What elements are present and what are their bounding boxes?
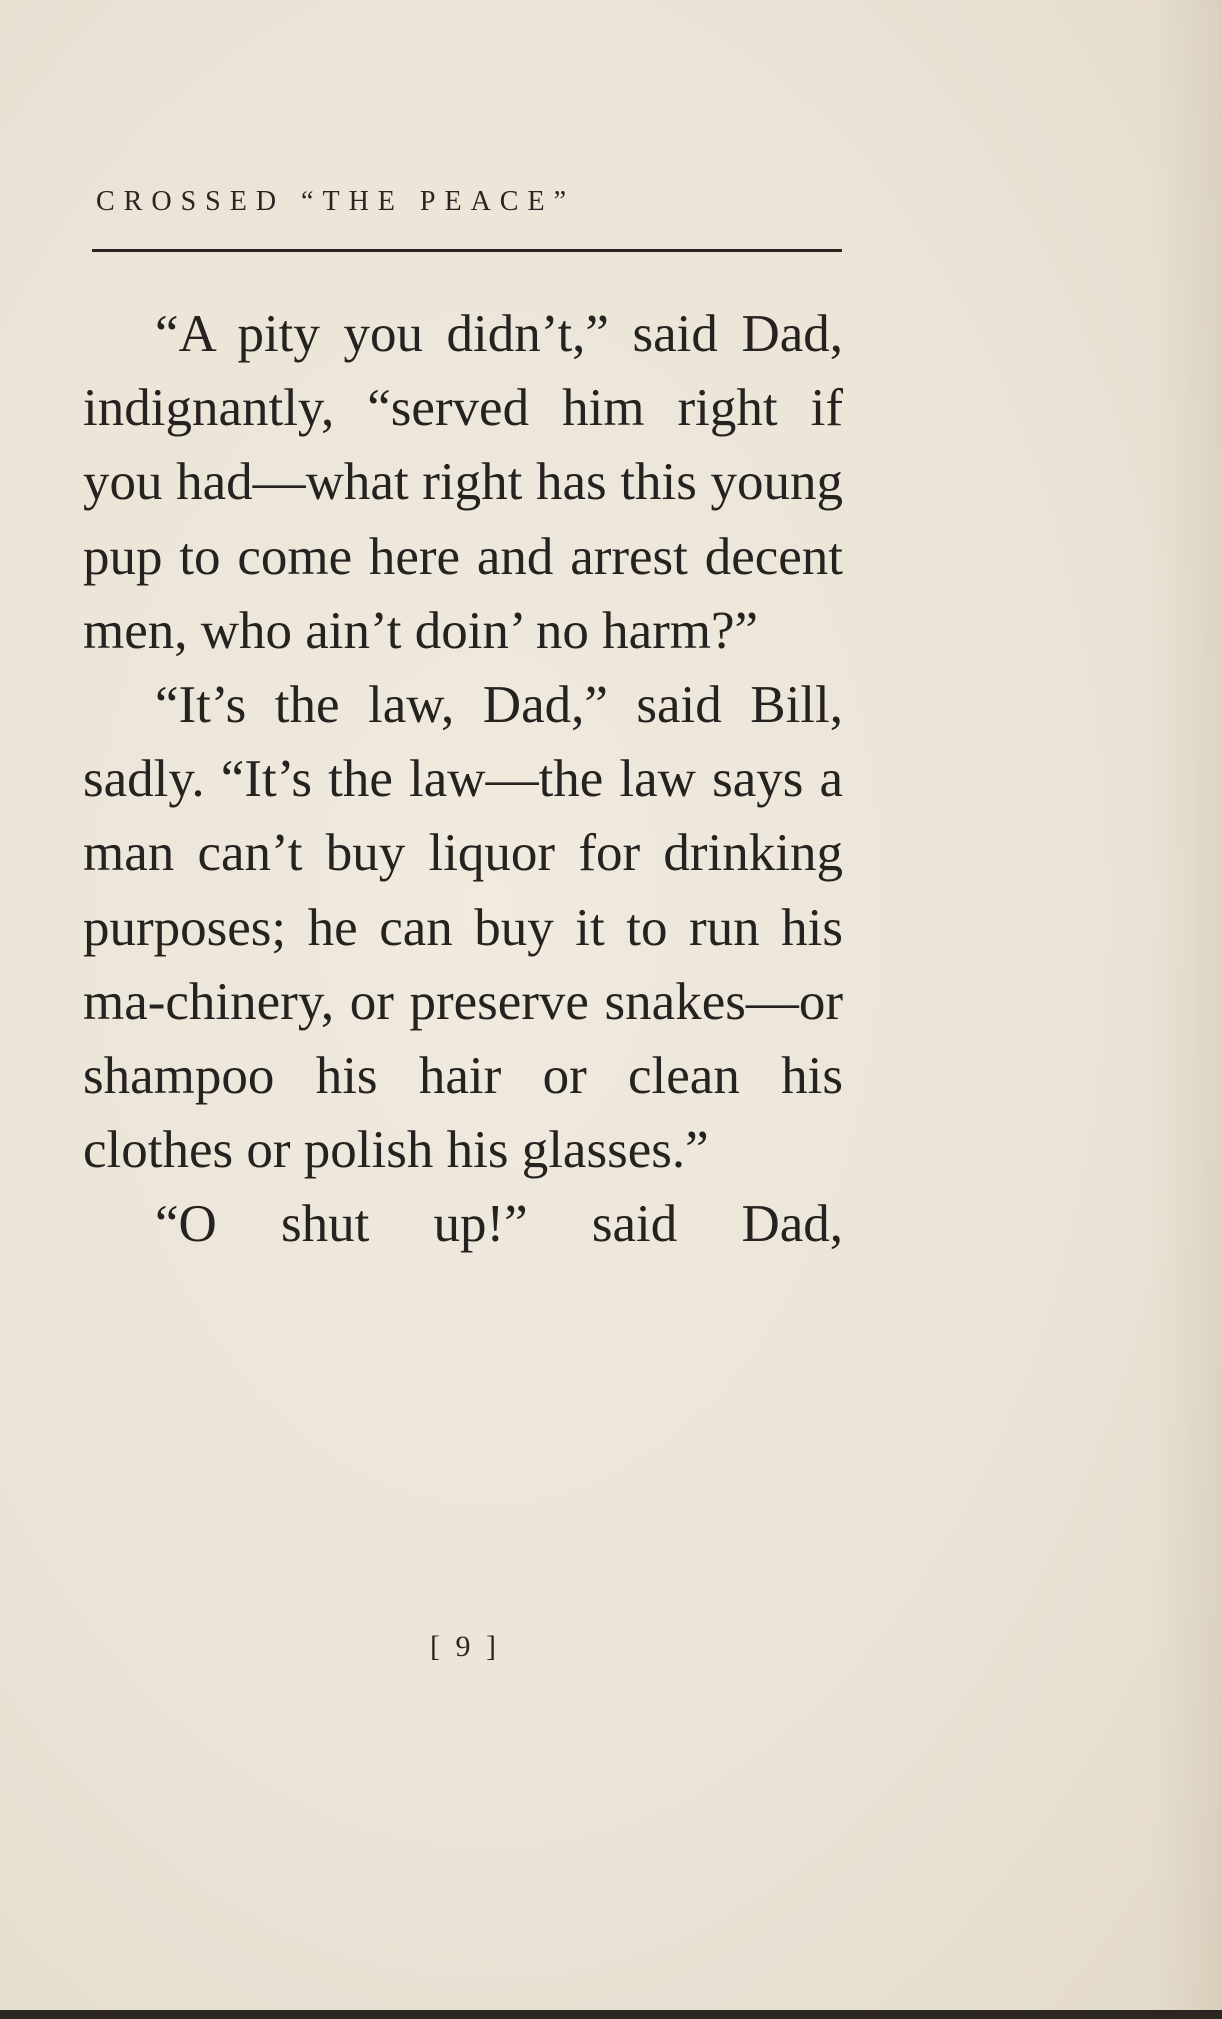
page-number: [ 9 ] xyxy=(430,1630,500,1663)
body-text xyxy=(83,297,843,1262)
paragraph-2: “It’s the law, Dad,” said Bill, sadly. “It’s the law—the law says a man can’t buy liquor for drinking purposes; he can buy it to run his ma-chinery, or preserve snakes—or shampoo his hair or clean his clothes or polish his glasses.” xyxy=(83,676,843,1180)
header-rule xyxy=(92,249,842,252)
running-head: CROSSED “THE PEACE” xyxy=(96,186,575,217)
page-bottom-edge xyxy=(0,2010,1222,2019)
paragraph-3: “O shut up!” said Dad, xyxy=(155,1195,843,1254)
page-shadow xyxy=(1152,0,1222,2019)
paragraph-1: “A pity you didn’t,” said Dad, indignantly, “served him right if you had—what right has this young pup to come here and arrest decent men, who ain’t doin’ no harm?” xyxy=(83,305,843,660)
